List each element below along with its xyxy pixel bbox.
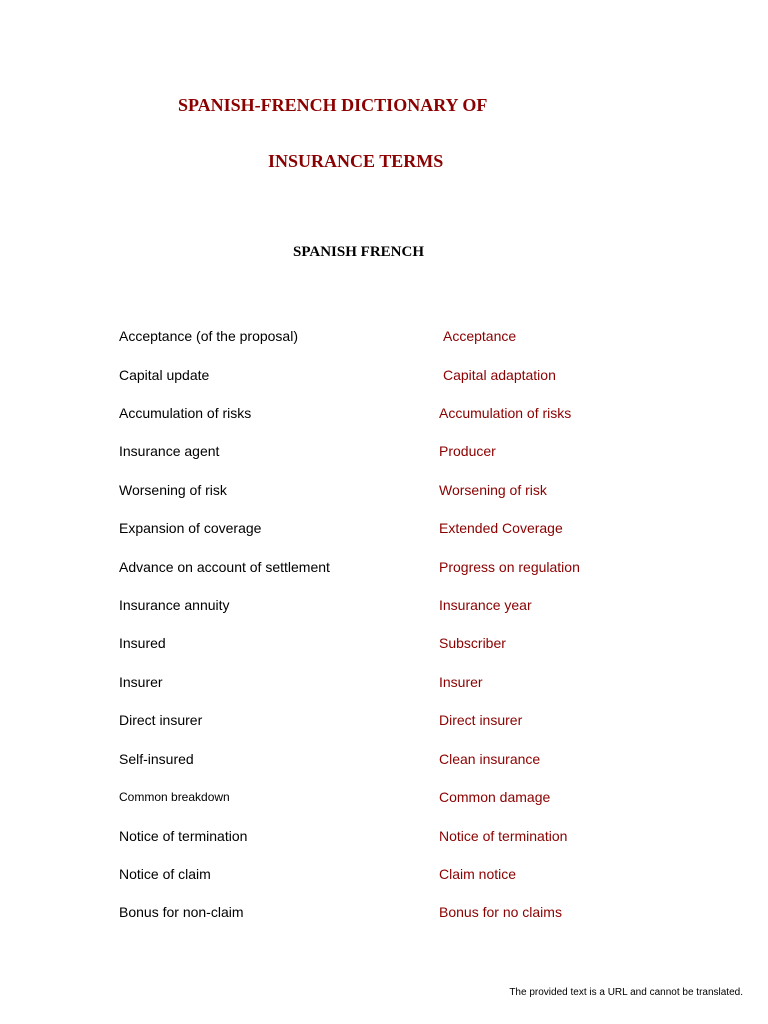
french-term: Claim notice	[439, 866, 517, 882]
french-term: Common damage	[439, 789, 551, 805]
french-term: Worsening of risk	[439, 482, 547, 498]
spanish-term: Accumulation of risks	[119, 405, 252, 421]
french-term: Insurance year	[439, 597, 532, 613]
french-term: Subscriber	[439, 635, 506, 651]
spanish-term: Notice of claim	[119, 866, 211, 882]
footer-note: The provided text is a URL and cannot be translated.	[509, 987, 743, 998]
french-term: Progress on regulation	[439, 559, 580, 575]
french-term: Capital adaptation	[443, 367, 556, 383]
term-row	[0, 405, 768, 425]
french-term: Clean insurance	[439, 751, 541, 767]
spanish-term: Advance on account of settlement	[119, 559, 330, 575]
term-row	[0, 828, 768, 848]
term-row	[0, 443, 768, 463]
term-row	[0, 789, 768, 809]
term-row	[0, 751, 768, 771]
column-header: SPANISH FRENCH	[293, 244, 424, 260]
french-term: Notice of termination	[439, 828, 568, 844]
term-row	[0, 712, 768, 732]
term-row	[0, 866, 768, 886]
spanish-term: Acceptance (of the proposal)	[119, 328, 298, 344]
french-term: Extended Coverage	[439, 520, 563, 536]
document-title-line-1: SPANISH-FRENCH DICTIONARY OF	[178, 95, 488, 115]
spanish-term: Insurance annuity	[119, 597, 230, 613]
french-term: Direct insurer	[439, 712, 523, 728]
spanish-term: Common breakdown	[119, 790, 230, 804]
term-row	[0, 328, 768, 348]
spanish-term: Self-insured	[119, 751, 194, 767]
spanish-term: Notice of termination	[119, 828, 248, 844]
term-row	[0, 367, 768, 387]
spanish-term: Direct insurer	[119, 712, 203, 728]
french-term: Accumulation of risks	[439, 405, 572, 421]
term-row	[0, 674, 768, 694]
term-row	[0, 904, 768, 924]
term-row	[0, 597, 768, 617]
term-row	[0, 520, 768, 540]
french-term: Producer	[439, 443, 496, 459]
french-term: Insurer	[439, 674, 483, 690]
french-term: Acceptance	[443, 328, 517, 344]
term-row	[0, 482, 768, 502]
spanish-term: Worsening of risk	[119, 482, 227, 498]
term-row	[0, 635, 768, 655]
spanish-term: Expansion of coverage	[119, 520, 262, 536]
french-term: Bonus for no claims	[439, 904, 562, 920]
spanish-term: Capital update	[119, 367, 210, 383]
document-title-line-2: INSURANCE TERMS	[268, 151, 444, 171]
spanish-term: Bonus for non-claim	[119, 904, 244, 920]
spanish-term: Insured	[119, 635, 166, 651]
spanish-term: Insurance agent	[119, 443, 220, 459]
spanish-term: Insurer	[119, 674, 163, 690]
term-row	[0, 559, 768, 579]
